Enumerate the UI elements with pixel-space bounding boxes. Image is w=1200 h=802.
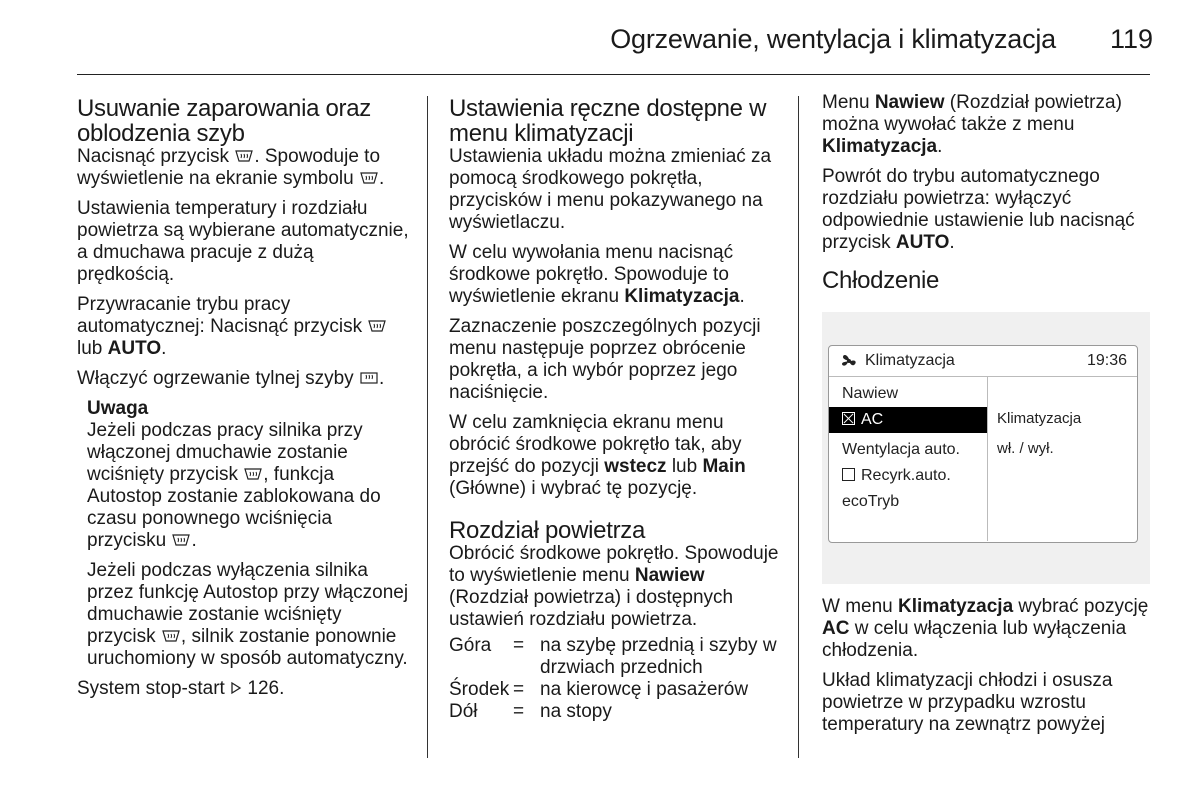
text: w celu włączenia lub wyłączenia chłodzenia. xyxy=(822,618,1127,661)
windshield-defrost-icon xyxy=(234,149,254,163)
text: Powrót do trybu automatycznego rozdziału powietrza: wyłączyć odpowiednie ustawienie lub nacisnąć przycisk xyxy=(822,166,1135,253)
dist-eq: = xyxy=(513,635,525,656)
fan-icon xyxy=(839,352,859,370)
paragraph xyxy=(87,560,411,670)
paragraph: Układ klimatyzacji chłodzi i osusza powietrze w przypadku wzrostu temperatury na zewnątrz powyżej xyxy=(822,670,1113,735)
paragraph xyxy=(822,166,1152,254)
paragraph xyxy=(822,92,1152,158)
dist-value: na stopy xyxy=(540,701,612,722)
checkbox-unchecked-icon xyxy=(842,468,855,481)
text: Włączyć ogrzewanie tylnej szyby xyxy=(77,368,359,389)
reference-page: 126. xyxy=(242,678,285,699)
menu-item-label: AC xyxy=(861,411,884,428)
windshield-defrost-icon xyxy=(171,533,191,547)
dist-key: Góra xyxy=(449,635,492,656)
column-2 xyxy=(449,92,784,723)
menu-item-ac[interactable] xyxy=(829,407,987,433)
menu-item-label: ecoTryb xyxy=(842,493,900,510)
bold-term: Nawiew xyxy=(634,565,705,586)
menu-item-eco[interactable] xyxy=(829,489,987,515)
section-heading-air-distribution: Rozdział powietrza xyxy=(449,517,646,544)
menu-item-label: Nawiew xyxy=(842,385,899,402)
reference-arrow-icon xyxy=(230,679,242,693)
paragraph xyxy=(449,242,784,308)
display-screen xyxy=(828,345,1138,543)
menu-item-recirculation[interactable] xyxy=(829,463,987,489)
section-heading-defrost: Usuwanie zaparowania oraz oblodzenia szyb xyxy=(77,95,372,147)
text: (Rozdział powietrza) można wywołać także z menu xyxy=(822,92,1122,135)
text: Jeżeli podczas pracy silnika przy włączonej dmuchawie zostanie wciśnięty przycisk xyxy=(87,420,363,485)
text: W celu wywołania menu nacisnąć środkowe pokrętło. Spowoduje to wyświetlenie ekranu xyxy=(449,242,734,307)
dist-key: Dół xyxy=(449,701,478,722)
windshield-defrost-icon xyxy=(161,629,181,643)
paragraph xyxy=(449,543,784,631)
text: . Spowoduje to wyświetlenie na ekranie symbolu xyxy=(77,146,381,189)
auto-label: AUTO xyxy=(107,338,162,359)
text: . xyxy=(378,368,385,389)
table-row xyxy=(449,679,784,701)
paragraph: Ustawienia układu można zmieniać za pomocą środkowego pokrętła, przycisków i menu pokazywanego na wyświetlaczu. xyxy=(449,146,772,233)
text: System stop-start xyxy=(77,678,231,699)
page-number: 119 xyxy=(1109,24,1153,54)
column-divider-2 xyxy=(798,96,799,758)
note-heading: Uwaga xyxy=(87,398,149,419)
page-header xyxy=(0,0,1200,76)
air-distribution-table xyxy=(449,635,784,723)
menu-item-nawiew[interactable] xyxy=(829,381,987,407)
table-row xyxy=(449,701,784,723)
bold-term: wstecz xyxy=(604,456,667,477)
text: . xyxy=(378,168,385,189)
bold-term: Klimatyzacja xyxy=(898,596,1014,617)
display-right-value: wł. / wył. xyxy=(997,440,1054,457)
column-3 xyxy=(822,92,1152,293)
paragraph xyxy=(87,420,411,552)
dist-eq: = xyxy=(513,701,525,722)
climate-display-illustration xyxy=(822,312,1150,584)
checkbox-checked-icon xyxy=(842,412,855,425)
bold-term: Nawiew xyxy=(874,92,945,113)
cross-reference[interactable] xyxy=(77,678,411,700)
windshield-defrost-icon xyxy=(243,467,263,481)
text: . xyxy=(161,338,167,359)
text: , funkcja Autostop zostanie zablokowana do czasu ponownego wciśnięcia przycisku xyxy=(87,464,381,551)
paragraph: Ustawienia temperatury i rozdziału powietrza są wybierane automatycznie, a dmuchawa pracuje z dużą prędkością. xyxy=(77,198,409,285)
text: W menu xyxy=(822,596,899,617)
text: wybrać pozycję xyxy=(1013,596,1149,617)
text: lub xyxy=(77,338,108,359)
column-1 xyxy=(77,92,411,708)
menu-item-ventilation[interactable] xyxy=(829,437,987,463)
text: Przywracanie trybu pracy automatycznej: Nacisnąć przycisk xyxy=(77,294,368,337)
text: Obrócić środkowe pokrętło. Spowoduje to wyświetlenie menu xyxy=(449,543,779,586)
text: . xyxy=(191,530,197,551)
paragraph xyxy=(77,368,411,390)
text: (Główne) i wybrać tę pozycję. xyxy=(449,478,698,499)
table-row xyxy=(449,635,784,679)
header-divider xyxy=(77,74,1150,75)
bold-term: AC xyxy=(822,618,850,639)
bold-term: Klimatyzacja xyxy=(822,136,938,157)
display-header xyxy=(829,346,1137,377)
dist-value: na szybę przednią i szyby w drzwiach przednich xyxy=(540,635,777,678)
dist-key: Środek xyxy=(449,679,510,700)
column-divider-1 xyxy=(427,96,428,758)
text: . xyxy=(739,286,745,307)
bold-term: Klimatyzacja xyxy=(624,286,740,307)
paragraph xyxy=(822,596,1152,662)
windshield-defrost-icon xyxy=(367,319,387,333)
menu-item-label: Recyrk.auto. xyxy=(861,467,951,484)
column-3-continued xyxy=(822,596,1152,744)
display-title: Klimatyzacja xyxy=(865,352,955,369)
text: . xyxy=(949,232,955,253)
text: lub xyxy=(666,456,703,477)
bold-term: AUTO xyxy=(895,232,950,253)
paragraph xyxy=(77,294,411,360)
display-menu xyxy=(829,377,988,541)
page-title: Ogrzewanie, wentylacja i klimatyzacja xyxy=(610,24,1056,54)
bold-term: Main xyxy=(702,456,746,477)
section-heading-cooling: Chłodzenie xyxy=(822,267,940,294)
text: W celu zamknięcia ekranu menu obrócić środkowe pokrętło tak, aby przejść do pozycji xyxy=(449,412,742,477)
paragraph xyxy=(77,146,411,190)
display-clock: 19:36 xyxy=(1086,352,1127,369)
dist-value: na kierowcę i pasażerów xyxy=(540,679,749,700)
section-heading-manual-settings: Ustawienia ręczne dostępne w menu klimatyzacji xyxy=(449,95,767,147)
paragraph: Zaznaczenie poszczególnych pozycji menu następuje poprzez obrócenie pokrętła, a ich wybór poprzez jego naciśnięcie. xyxy=(449,316,761,403)
note-box xyxy=(87,398,411,670)
rear-window-heating-icon xyxy=(359,371,379,385)
text: Nacisnąć przycisk xyxy=(77,146,235,167)
dist-eq: = xyxy=(513,679,525,700)
text: , silnik zostanie ponownie uruchomiony w sposób automatyczny. xyxy=(87,626,408,669)
text: Jeżeli podczas wyłączenia silnika przez funkcję Autostop przy włączonej dmuchawie zostanie wciśnięty przycisk xyxy=(87,560,409,647)
text: (Rozdział powietrza) i dostępnych ustawień rozdziału powietrza. xyxy=(449,587,734,630)
windshield-defrost-icon xyxy=(359,171,379,185)
menu-item-label: Wentylacja auto. xyxy=(842,441,960,458)
paragraph xyxy=(449,412,784,500)
display-right-title: Klimatyzacja xyxy=(997,410,1082,427)
text: Menu xyxy=(822,92,875,113)
text: . xyxy=(937,136,943,157)
